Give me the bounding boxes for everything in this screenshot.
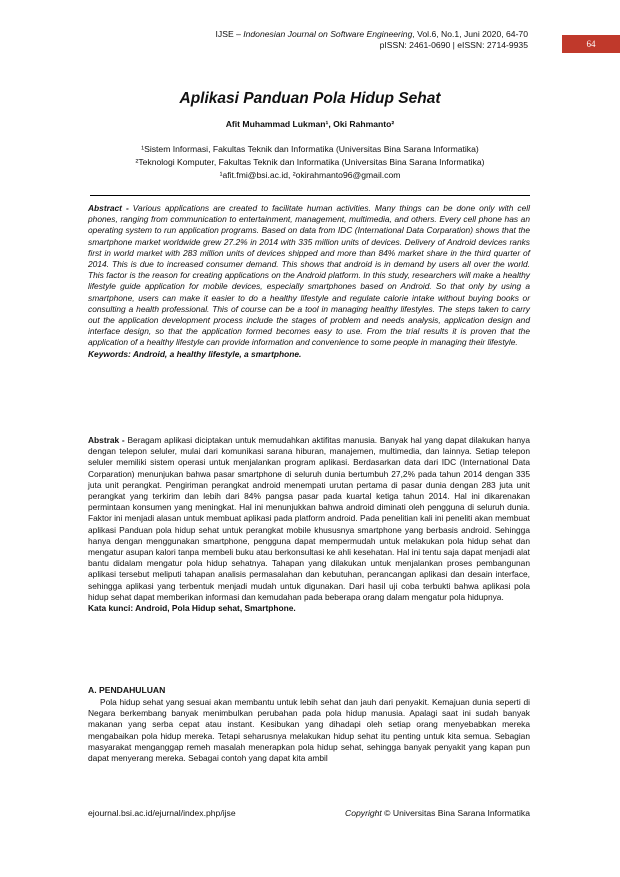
- journal-url[interactable]: ejournal.bsi.ac.id/ejurnal/index.php/ijse: [88, 808, 236, 818]
- divider: [90, 195, 530, 196]
- keywords-indonesian: Kata kunci: Android, Pola Hidup sehat, Smartphone.: [88, 603, 296, 614]
- keywords-english: Keywords: Android, a healthy lifestyle, a smartphone.: [88, 348, 302, 359]
- abstrak-text: Beragam aplikasi diciptakan untuk memudahkan aktifitas manusia. Banyak hal yang dapat dilakukan hanya dengan telepon seluler, mulai dari komunikasi sarana hiburan, manajemen, multimedia, dan lainnya. Setiap telepon seluler memiliki sistem operasi untuk menjalankan program aplikasi. Berdasarkan data dari IDC (International Data Corparation) menunjukan bahwa pasar smartphone di seluruh dunia bertumbuh 27,2% pada tahun 2014 dengan 335 juta unit perangkat. Pengiriman perangkat android menempati urutan pertama di pasar dunia dengan 283 juta unit perangkat yang terkirim dan lebih dari 84% pangsa pasar pada kuartal ketiga tahun 2014. Hal ini dikarenakan permintaan konsumen yang meningkat. Hal ini menunjukkan bahwa android diminati oleh pengguna di seluruh dunia. Faktor ini menjadi alasan untuk membuat aplikasi pada platform android. Pada penelitian kali ini peneliti akan membuat aplikasi Panduan pola hidup sehat untuk perangkat mobile khususnya smartphone yang berbasis android. Sehingga hanya dengan menggunakan smartphone, pengguna dapat mempermudah untuk melakukan pola hidup sehat dan mengatur asupan kalori tanpa membeli buku atau berkonsultasi ke ahli kesehatan. Hal ini tentu saja dapat menjadi alat bantu didalam mengatur pola hidup sehatnya. Tahapan yang dilakukan untuk menjalankan proses pembangunan aplikasi tersebut meliputi tahapan analisis permasalahan dan kebutuhan, perancangan aplikasi dan desain interface, sehingga aplikasi yang terbentuk menjadi mudah untuk digunakan. Dari hasil uji coba terbukti bahwa aplikasi pola hidup sehat dapat memberikan informasi dan kemudahan pada beberapa orang dalam mengatur pola hidupnya.: [88, 435, 530, 602]
- journal-header: [216, 29, 528, 40]
- page-number-badge: 64: [562, 35, 620, 53]
- section-body: Pola hidup sehat yang sesuai akan membantu untuk lebih sehat dan jauh dari penyakit. Kemajuan dunia seperti di Negara berkembang banyak menimbulkan perubahan pada pola hidup manusia. Apalagi saat ini sudah banyak makanan yang serba cepat atau instant. Kesibukan yang dihadapi oleh setiap orang menyebabkan mereka mengabaikan pola hidup mereka. Tetapi seharusnya melakukan hidup sehat itu penting untuk kita semua. Sebagian masyarakat menganggap remeh masalah menerapkan pola hidup sehat, sehingga banyak penyakit yang kapan pun dapat menyerang mereka. Sebagai contoh yang dapat kita ambil: [88, 697, 530, 764]
- abstract-indonesian: [88, 435, 530, 614]
- affiliation-2: ²Teknologi Komputer, Fakultas Teknik dan Informatika (Universitas Bina Sarana Informatika): [135, 157, 485, 167]
- author-emails: ¹afit.fmi@bsi.ac.id, ²okirahmanto96@gmail.com: [219, 170, 401, 180]
- section-heading: A. PENDAHULUAN: [88, 685, 166, 695]
- journal-name: Indonesian Journal on Software Engineering: [243, 29, 413, 39]
- paper-title: Aplikasi Panduan Pola Hidup Sehat: [179, 90, 441, 107]
- issn-line: pISSN: 2461-0690 | eISSN: 2714-9935: [379, 40, 528, 50]
- affiliation-1: ¹Sistem Informasi, Fakultas Teknik dan Informatika (Universitas Bina Sarana Informatika): [141, 144, 479, 154]
- journal-prefix: IJSE –: [215, 29, 244, 39]
- copyright-label: Copyright: [345, 808, 382, 818]
- abstract-english: [88, 203, 530, 360]
- authors: Afit Muhammad Lukman¹, Oki Rahmanto²: [225, 119, 395, 129]
- abstrak-label: Abstrak -: [88, 435, 128, 445]
- abstract-label: Abstract -: [88, 203, 133, 213]
- copyright: [345, 808, 530, 818]
- copyright-text: © Universitas Bina Sarana Informatika: [381, 808, 530, 818]
- journal-volume: , Vol.6, No.1, Juni 2020, 64-70: [412, 29, 528, 39]
- abstract-text: Various applications are created to facilitate human activities. Many things can be done only with cell phones, ranging from communication to entertainment, management, multimedia, and others. Every cell phone has an operating system to run application programs. Based on data from IDC (International Data Corparation) shows that the smartphone market worldwide grew 27.2% in 2014 with 335 million units of devices. Delivery of Android devices ranks first in world market with 283 million units of devices shipped and more than 84% market share in the third quarter of 2014. This is due to increased consumer demand. This shows that android is in demand by users all over the world. This factor is the reason for creating applications on the Android platform. In this study, researchers will make a healthy lifestyle guide application for mobile devices, especially smartphones based on Android. So that only by using a smartphone, users can make it easier to do a healthy lifestyle and regulate calorie intake without buying books or consulting a health professional. This of course can be a tool in managing healthy lifestyles. The steps taken to carry out the application development process include the stages of problem and needs analysis, application design and interface design, so that the application formed becomes easy to use. From the trial results it is proven that the application of a healthy lifestyle can provide information and convenience to some people in managing their lifestyle.: [88, 203, 530, 348]
